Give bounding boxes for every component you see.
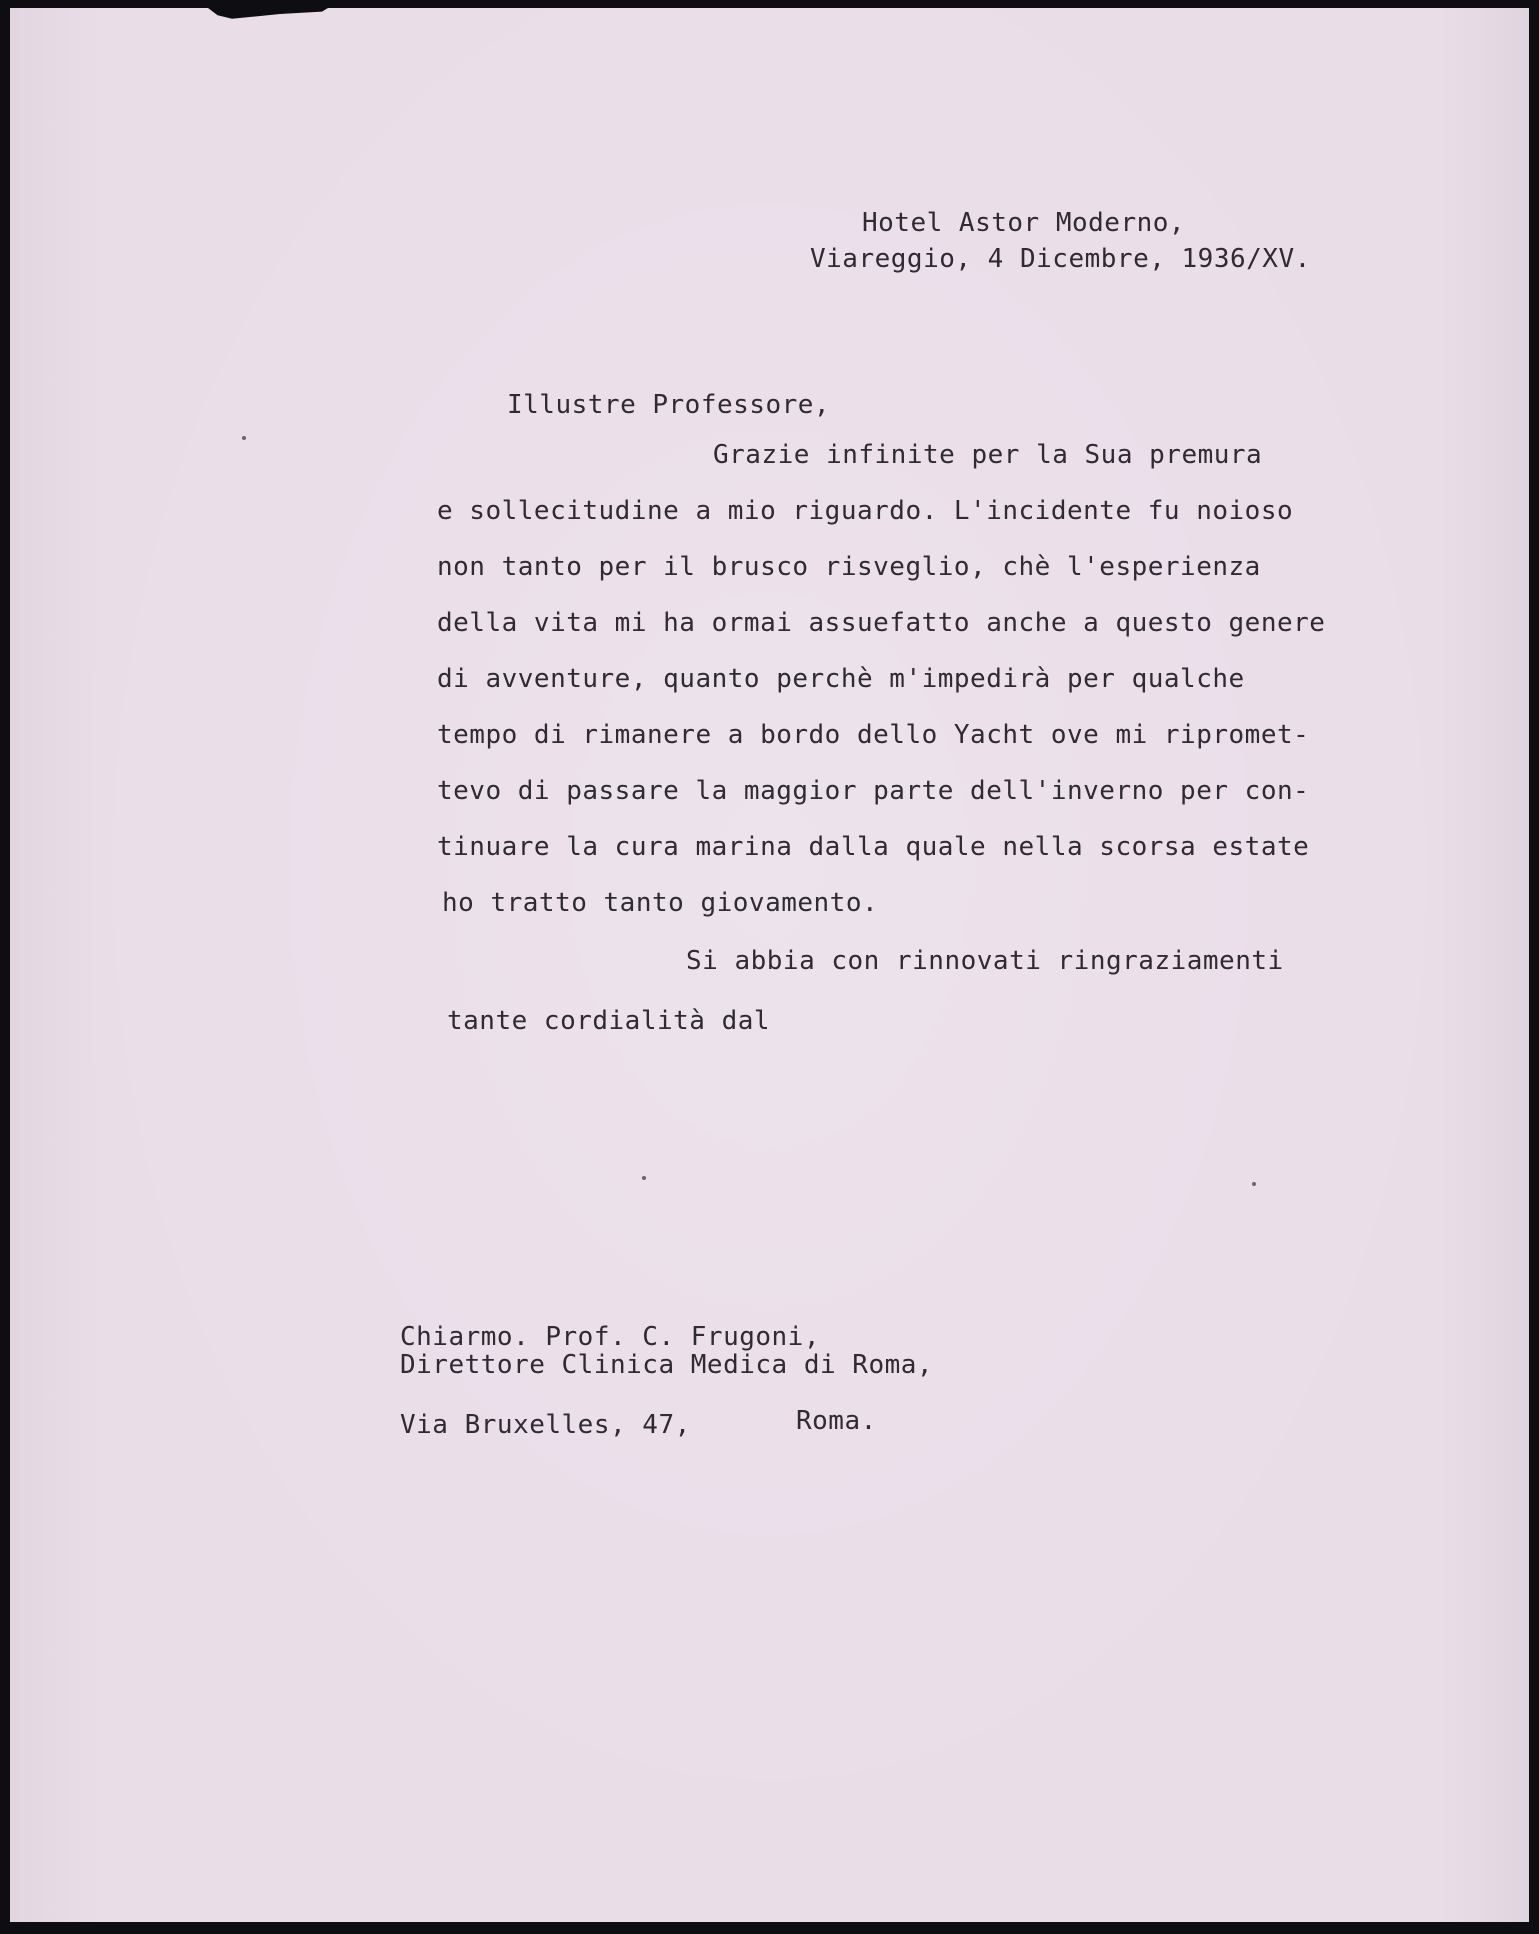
paper-speck bbox=[242, 436, 246, 440]
body-line: non tanto per il brusco risveglio, chè l'esperienza bbox=[437, 552, 1261, 582]
body-line: e sollecitudine a mio riguardo. L'incidente fu noioso bbox=[437, 496, 1294, 526]
recipient-street: Via Bruxelles, 47, bbox=[400, 1410, 691, 1440]
body-line: Grazie infinite per la Sua premura bbox=[713, 440, 1263, 470]
paper-speck bbox=[1252, 1182, 1256, 1186]
closing-line: tante cordialità dal bbox=[447, 1006, 771, 1036]
closing-line: Si abbia con rinnovati ringraziamenti bbox=[686, 946, 1284, 976]
recipient-name: Chiarmo. Prof. C. Frugoni, bbox=[400, 1322, 820, 1352]
salutation: Illustre Professore, bbox=[507, 390, 831, 420]
recipient-city: Roma. bbox=[796, 1406, 877, 1436]
body-line: tinuare la cura marina dalla quale nella scorsa estate bbox=[437, 832, 1310, 862]
body-line: tempo di rimanere a bordo dello Yacht ove mi ripromet- bbox=[437, 720, 1310, 750]
recipient-title: Direttore Clinica Medica di Roma, bbox=[400, 1350, 934, 1380]
body-line: di avventure, quanto perchè m'impedirà per qualche bbox=[437, 664, 1245, 694]
paper-sheet bbox=[10, 8, 1529, 1922]
letterhead-hotel: Hotel Astor Moderno, bbox=[862, 208, 1186, 238]
paper-tear-mark bbox=[208, 8, 328, 20]
paper-speck bbox=[642, 1176, 646, 1180]
body-line: ho tratto tanto giovamento. bbox=[442, 888, 879, 918]
body-line: tevo di passare la maggior parte dell'inverno per con- bbox=[437, 776, 1310, 806]
body-line: della vita mi ha ormai assuefatto anche a questo genere bbox=[437, 608, 1326, 638]
letterhead-place-date: Viareggio, 4 Dicembre, 1936/XV. bbox=[810, 244, 1311, 274]
